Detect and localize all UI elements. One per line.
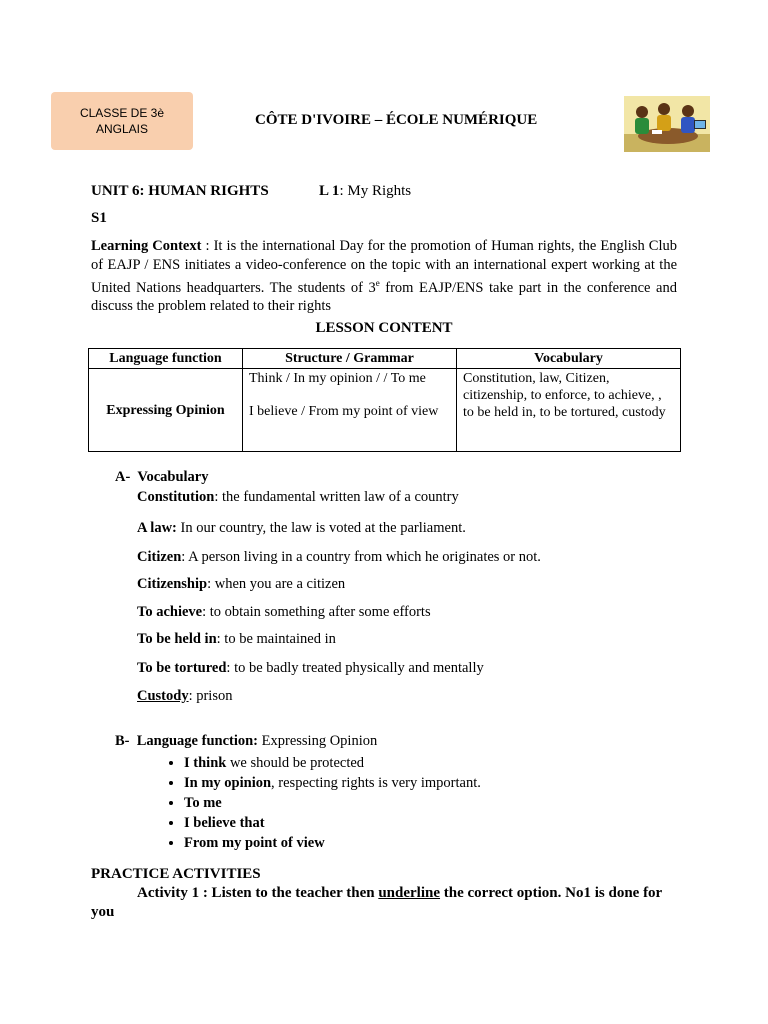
structure-line-1: Think / In my opinion / / To me: [249, 371, 426, 386]
vocab-def: : to obtain something after some efforts: [202, 604, 431, 620]
class-level: CLASSE DE 3è: [79, 106, 165, 120]
lesson-content-heading: LESSON CONTENT: [315, 320, 453, 336]
list-item: [184, 793, 481, 813]
vocab-item: [137, 604, 431, 621]
activity-text-b: the correct option. No1 is done for you: [91, 885, 662, 920]
cell-function: Expressing Opinion: [89, 369, 243, 452]
header-structure: Structure / Grammar: [243, 349, 457, 369]
vocab-def: : prison: [188, 688, 233, 704]
vocab-def: : to be maintained in: [216, 631, 336, 647]
context-text-b: from EAJP/ENS take part in the conference and discuss the problem related to their rights: [91, 279, 677, 315]
context-superscript: e: [375, 278, 380, 288]
practice-heading: PRACTICE ACTIVITIES: [91, 866, 261, 882]
learning-context: [91, 237, 677, 316]
list-item: [184, 833, 481, 853]
section-a-title: Vocabulary: [137, 469, 209, 485]
vocab-term: To be held in: [137, 631, 217, 647]
vocab-item: [137, 631, 336, 648]
section-b-title: Language function:: [136, 733, 259, 749]
header-language-function: Language function: [89, 349, 243, 369]
vocab-def: : when you are a citizen: [207, 576, 346, 592]
context-label: Learning Context: [91, 238, 202, 254]
vocab-term: Constitution: [137, 489, 215, 505]
lesson-label: L 1: [319, 183, 340, 199]
vocab-term: A law:: [137, 520, 177, 536]
opinion-phrase: In my opinion: [184, 775, 272, 791]
vocab-def: : A person living in a country from which he originates or not.: [181, 549, 541, 565]
vocab-item: [137, 576, 345, 593]
vocab-item: [137, 489, 459, 506]
structure-line-2: I believe / From my point of view: [249, 404, 439, 419]
list-item: [184, 813, 481, 833]
lesson-content-table: [88, 348, 681, 452]
opinion-phrase: To me: [184, 795, 222, 811]
vocab-item: [137, 520, 466, 537]
vocab-item: [137, 660, 484, 677]
opinion-example: , respecting rights is very important.: [271, 775, 481, 791]
section-a-heading: [115, 469, 208, 486]
header-vocabulary: Vocabulary: [457, 349, 681, 369]
vocab-term: Citizenship: [137, 576, 208, 592]
opinion-phrase: From my point of view: [184, 835, 325, 851]
class-subject: ANGLAIS: [95, 122, 149, 136]
context-text-a: : It is the international Day for the promotion of Human rights, the English Club of EAJP / ENS initiates a video-conference on the topic with an international expert working at the United Nations headquarters. The students of 3: [91, 238, 677, 296]
section-b-marker: B-: [115, 733, 130, 749]
opinion-list: [160, 753, 481, 853]
activity-text-a: Activity 1 : Listen to the teacher then: [137, 885, 379, 901]
section-a-marker: A-: [115, 469, 131, 485]
activity-underline-word: underline: [378, 885, 441, 901]
opinion-example: we should be protected: [226, 755, 365, 771]
lesson-title: [319, 183, 411, 200]
cell-structure: [243, 369, 457, 452]
session-label: S1: [91, 210, 107, 226]
vocab-term: To achieve: [137, 604, 203, 620]
page-title: CÔTE D'IVOIRE – ÉCOLE NUMÉRIQUE: [255, 112, 538, 128]
vocab-item: [137, 688, 232, 705]
section-b-subtitle: Expressing Opinion: [258, 733, 378, 749]
vocab-term: Citizen: [137, 549, 182, 565]
list-item: [184, 773, 481, 793]
lesson-name: : My Rights: [339, 183, 412, 199]
unit-title: UNIT 6: HUMAN RIGHTS: [91, 183, 269, 199]
vocab-item: [137, 549, 541, 566]
section-b-heading: [115, 733, 377, 750]
students-illustration: [624, 96, 710, 152]
opinion-phrase: I think: [184, 755, 227, 771]
vocab-term: To be tortured: [137, 660, 227, 676]
activity-1-instruction: [91, 884, 681, 922]
vocab-def: : the fundamental written law of a country: [214, 489, 459, 505]
list-item: [184, 753, 481, 773]
vocab-def: In our country, the law is voted at the parliament.: [176, 520, 466, 536]
class-badge: [51, 92, 193, 150]
table-header-row: [89, 349, 681, 369]
cell-vocabulary: Constitution, law, Citizen, citizenship, to enforce, to achieve, , to be held in, to be tortured, custody: [457, 369, 681, 452]
vocab-def: : to be badly treated physically and mentally: [226, 660, 484, 676]
vocab-term: Custody: [137, 688, 189, 704]
table-row: [89, 369, 681, 452]
opinion-phrase: I believe that: [184, 815, 265, 831]
